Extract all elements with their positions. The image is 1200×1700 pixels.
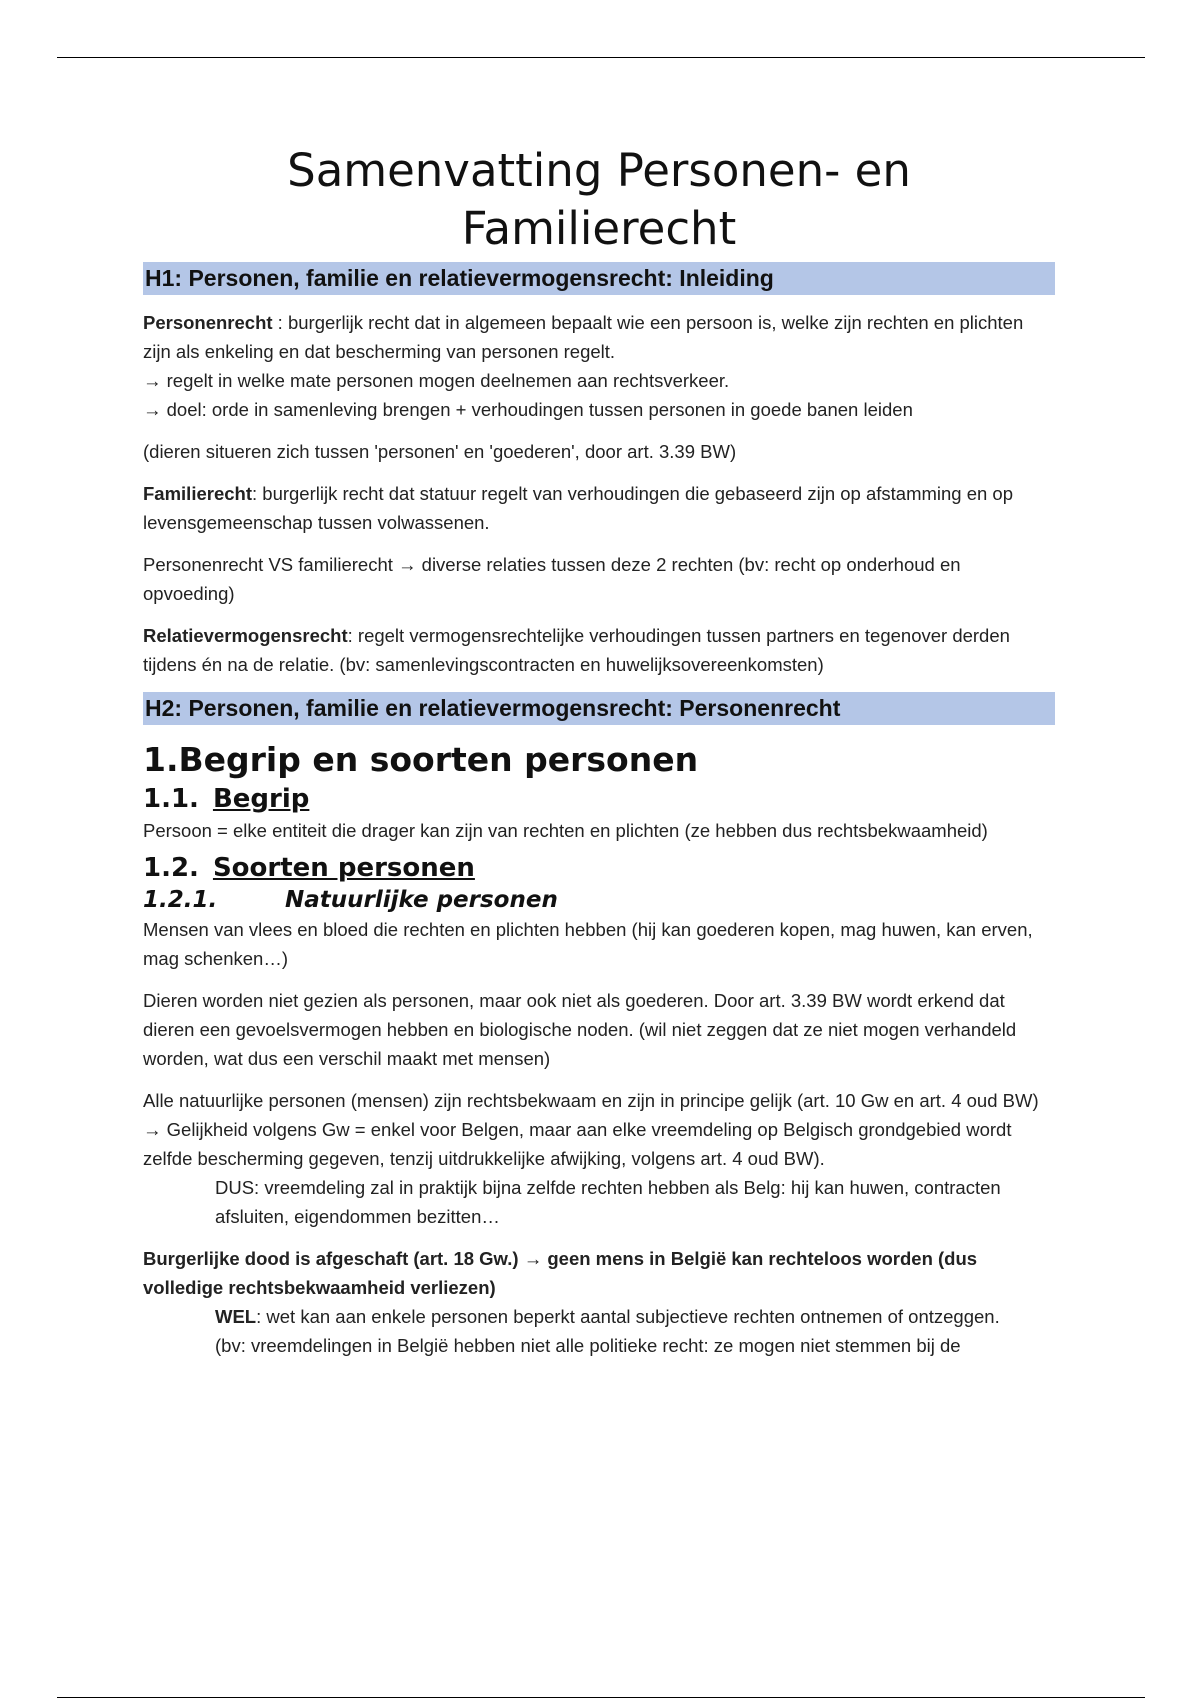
- document-body: [143, 142, 1055, 1360]
- alle-personen-paragraph: Alle natuurlijke personen (mensen) zijn rechtsbekwaam en zijn in principe gelijk (art. 10 Gw en art. 4 oud BW): [143, 1090, 1039, 1111]
- term-familierecht: Familierecht: [143, 483, 252, 504]
- personenrecht-definition: Personenrecht : burgerlijk recht dat in algemeen bepaalt wie een persoon is, welke zijn rechten en plichten zijn als enkeling en dat bescherming van personen regelt.: [143, 312, 1024, 362]
- term-wel: WEL: [215, 1306, 257, 1327]
- arrow-icon: →: [523, 1248, 543, 1269]
- wel-paragraph: WEL: wet kan aan enkele personen beperkt aantal subjectieve rechten ontnemen of ontzeggen.: [215, 1306, 1000, 1327]
- term-relatievermogensrecht: Relatievermogensrecht: [143, 625, 348, 646]
- arrow-icon: →: [398, 554, 417, 575]
- relatievermogensrecht-definition: Relatievermogensrecht: regelt vermogensrechtelijke verhoudingen tussen partners en tegenover derden tijdens én na de relatie. (bv: samenlevingscontracten en huwelijksovereenkomsten): [143, 625, 1010, 675]
- familierecht-definition: Familierecht: burgerlijk recht dat statuur regelt van verhoudingen die gebaseerd zijn op afstamming en op levensgemeenschap tussen volwassenen.: [143, 483, 1014, 533]
- burgerlijke-dood-paragraph: Burgerlijke dood is afgeschaft (art. 18 Gw.) → geen mens in België kan rechteloos worden (dus volledige rechtsbekwaamheid verliezen): [143, 1248, 978, 1298]
- bv-paragraph: (bv: vreemdelingen in België hebben niet alle politieke recht: ze mogen niet stemmen bij de: [215, 1335, 961, 1356]
- section-heading-1-2-1: 1.2.1. Natuurlijke personen: [143, 887, 558, 913]
- dieren-paragraph: Dieren worden niet gezien als personen, maar ook niet als goederen. Door art. 3.39 BW wordt erkend dat dieren een gevoelsvermogen hebben en biologische noden. (wil niet zeggen dat ze niet mogen verhandeld worden, wat dus een verschil maakt met mensen): [143, 990, 1017, 1069]
- arrow-icon: →: [143, 370, 162, 391]
- footer-rule: [57, 1697, 1145, 1698]
- personenrecht-line-1: → regelt in welke mate personen mogen deelnemen aan rechtsverkeer.: [143, 370, 730, 391]
- arrow-icon: →: [143, 1119, 162, 1140]
- dieren-note: (dieren situeren zich tussen 'personen' en 'goederen', door art. 3.39 BW): [143, 441, 737, 462]
- dus-paragraph: DUS: vreemdeling zal in praktijk bijna zelfde rechten hebben als Belg: hij kan huwen, contracten afsluiten, eigendommen bezitten…: [215, 1177, 1001, 1227]
- mensen-paragraph: Mensen van vlees en bloed die rechten en plichten hebben (hij kan goederen kopen, mag huwen, kan erven, mag schenken…): [143, 919, 1033, 969]
- section-heading-1: 1.Begrip en soorten personen: [143, 740, 699, 779]
- header-rule: [57, 57, 1145, 58]
- section-heading-1-2: 1.2. Soorten personen: [143, 853, 475, 883]
- persoon-definition: Persoon = elke entiteit die drager kan zijn van rechten en plichten (ze hebben dus rechtsbekwaamheid): [143, 820, 988, 841]
- gelijkheid-paragraph: → Gelijkheid volgens Gw = enkel voor Belgen, maar aan elke vreemdeling op Belgisch grondgebied wordt zelfde bescherming gegeven, tenzij uitdrukkelijke afwijking, volgens art. 4 oud BW).: [143, 1119, 1012, 1169]
- personen-vs-familierecht: Personenrecht VS familierecht → diverse relaties tussen deze 2 rechten (bv: recht op onderhoud en opvoeding): [143, 554, 961, 604]
- personenrecht-line-2: → doel: orde in samenleving brengen + verhoudingen tussen personen in goede banen leiden: [143, 399, 913, 420]
- arrow-icon: →: [143, 399, 162, 420]
- chapter-heading-h2: H2: Personen, familie en relatievermogensrecht: Personenrecht: [143, 692, 1055, 725]
- chapter-heading-h1: H1: Personen, familie en relatievermogensrecht: Inleiding: [143, 262, 1055, 295]
- term-personenrecht: Personenrecht: [143, 312, 273, 333]
- document-title: Samenvatting Personen- en Familierecht: [287, 144, 911, 255]
- section-heading-1-1: 1.1. Begrip: [143, 784, 310, 814]
